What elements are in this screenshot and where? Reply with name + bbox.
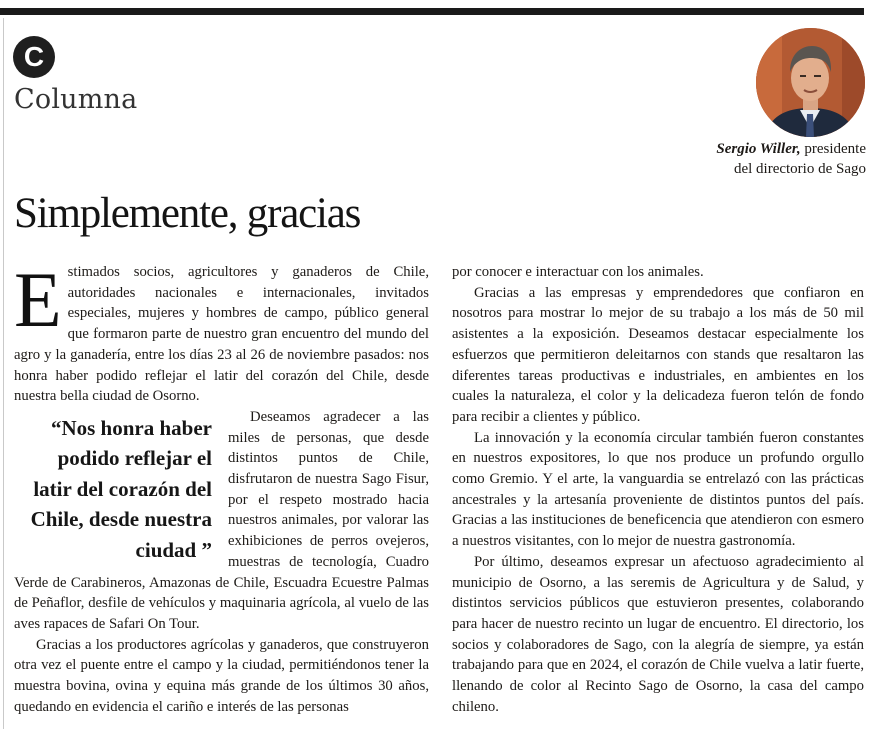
- author-role-line1: presidente: [800, 141, 866, 157]
- paragraph-innovation: La innovación y la economía circular también fueron constantes en nuestros expositores, lo que nos produce un profundo orgullo como Gremio. Y el arte, la vanguardia se entrelazó con las prácticas ancestrales y la artesanía proveniente de distintos puntos del país. Gracias a las instituciones de beneficencia que atendieron con esmero a nuestros visitantes, con lo mejor de nuestra gastronomía.: [452, 429, 864, 550]
- paragraph-intro: [14, 256, 429, 407]
- section-label: Columna: [14, 84, 138, 115]
- paragraph-intro-text: stimados socios, agricultores y ganaderos de Chile, autoridades nacionales e internacionales, invitados especiales, mujeres y hombres de campo, público general que formaron parte de nuestro gran encuentro del mundo del agro y la ganadería, entre los días 23 al 26 de noviembre pasados: nos honra haber podido reflejar el latir del corazón del Chile, desde nuestra bella ciudad de Osorno.: [14, 264, 429, 405]
- paragraph-thanks-companies: Gracias a las empresas y emprendedores que confiaron en nosotros para mostrar lo mejor de su trabajo a los más de 50 mil asistentes a la exposición. Deseamos destacar especialmente los esfuerzos que permitieron deleitarnos con stands que resaltaron las diferentes tareas productivas e industriales, en ambientes en los cuales la naturaleza, el color y la delicadeza fueron telón de fondo para recibir a clientes y público.: [452, 284, 864, 425]
- author-name: Sergio Willer,: [716, 141, 801, 157]
- article-column-left: [14, 256, 429, 717]
- author-portrait-illustration: [756, 28, 865, 137]
- article-column-right: [452, 262, 864, 717]
- top-rule: [0, 8, 864, 15]
- author-role-line2: del directorio de Sago: [733, 161, 866, 177]
- author-photo: [756, 28, 865, 137]
- pull-quote: “Nos honra haber podido reflejar el latir del corazón del Chile, desde nuestra ciudad ”: [30, 415, 212, 562]
- paragraph-thanks-visitors: Deseamos agradecer a las miles de personas, que desde distintos puntos de Chile, disfrutaron de nuestra Sago Fisur, por el respeto mostrado hacia nuestros animales, por valorar las exhibiciones de perros ovejeros, muestras de tecnología, Cuadro Verde de Carabineros, Amazonas de Chile, Escuadra Ecuestre Palmas de Peñaflor, desfile de vehículos y maquinaria agrícola, al vuelo de las aves rapaces de Safari On Tour.: [14, 408, 429, 632]
- section-badge: C: [13, 36, 55, 78]
- author-caption: [626, 139, 866, 179]
- drop-cap: E: [14, 256, 62, 343]
- article-headline: Simplemente, gracias: [14, 190, 361, 237]
- column-divider: [3, 18, 4, 729]
- paragraph-thanks-producers: Gracias a los productores agrícolas y ganaderos, que construyeron otra vez el puente entre el campo y la ciudad, permitiéndonos tener la muestra bovina, ovina y equina más grande de los últimos 30 años, quedando en evidencia el cariño e interés de las personas: [14, 636, 429, 715]
- paragraph-closing: Por último, deseamos expresar un afectuoso agradecimiento al municipio de Osorno, a las seremis de Agricultura y de Salud, y distintos servicios públicos que estuvieron presentes, colaborando para hacer de nuestro recinto un lugar de encuentro. El directorio, los socios y colaboradores de Sago, con la alegría de siempre, ya están trabajando para que en 2024, el corazón de Chile vuelva a latir fuerte, llenando de color al Recinto Sago de Osorno, la casa del campo chileno.: [452, 553, 864, 715]
- paragraph-thanks-producers-continued: por conocer e interactuar con los animales.: [452, 264, 704, 280]
